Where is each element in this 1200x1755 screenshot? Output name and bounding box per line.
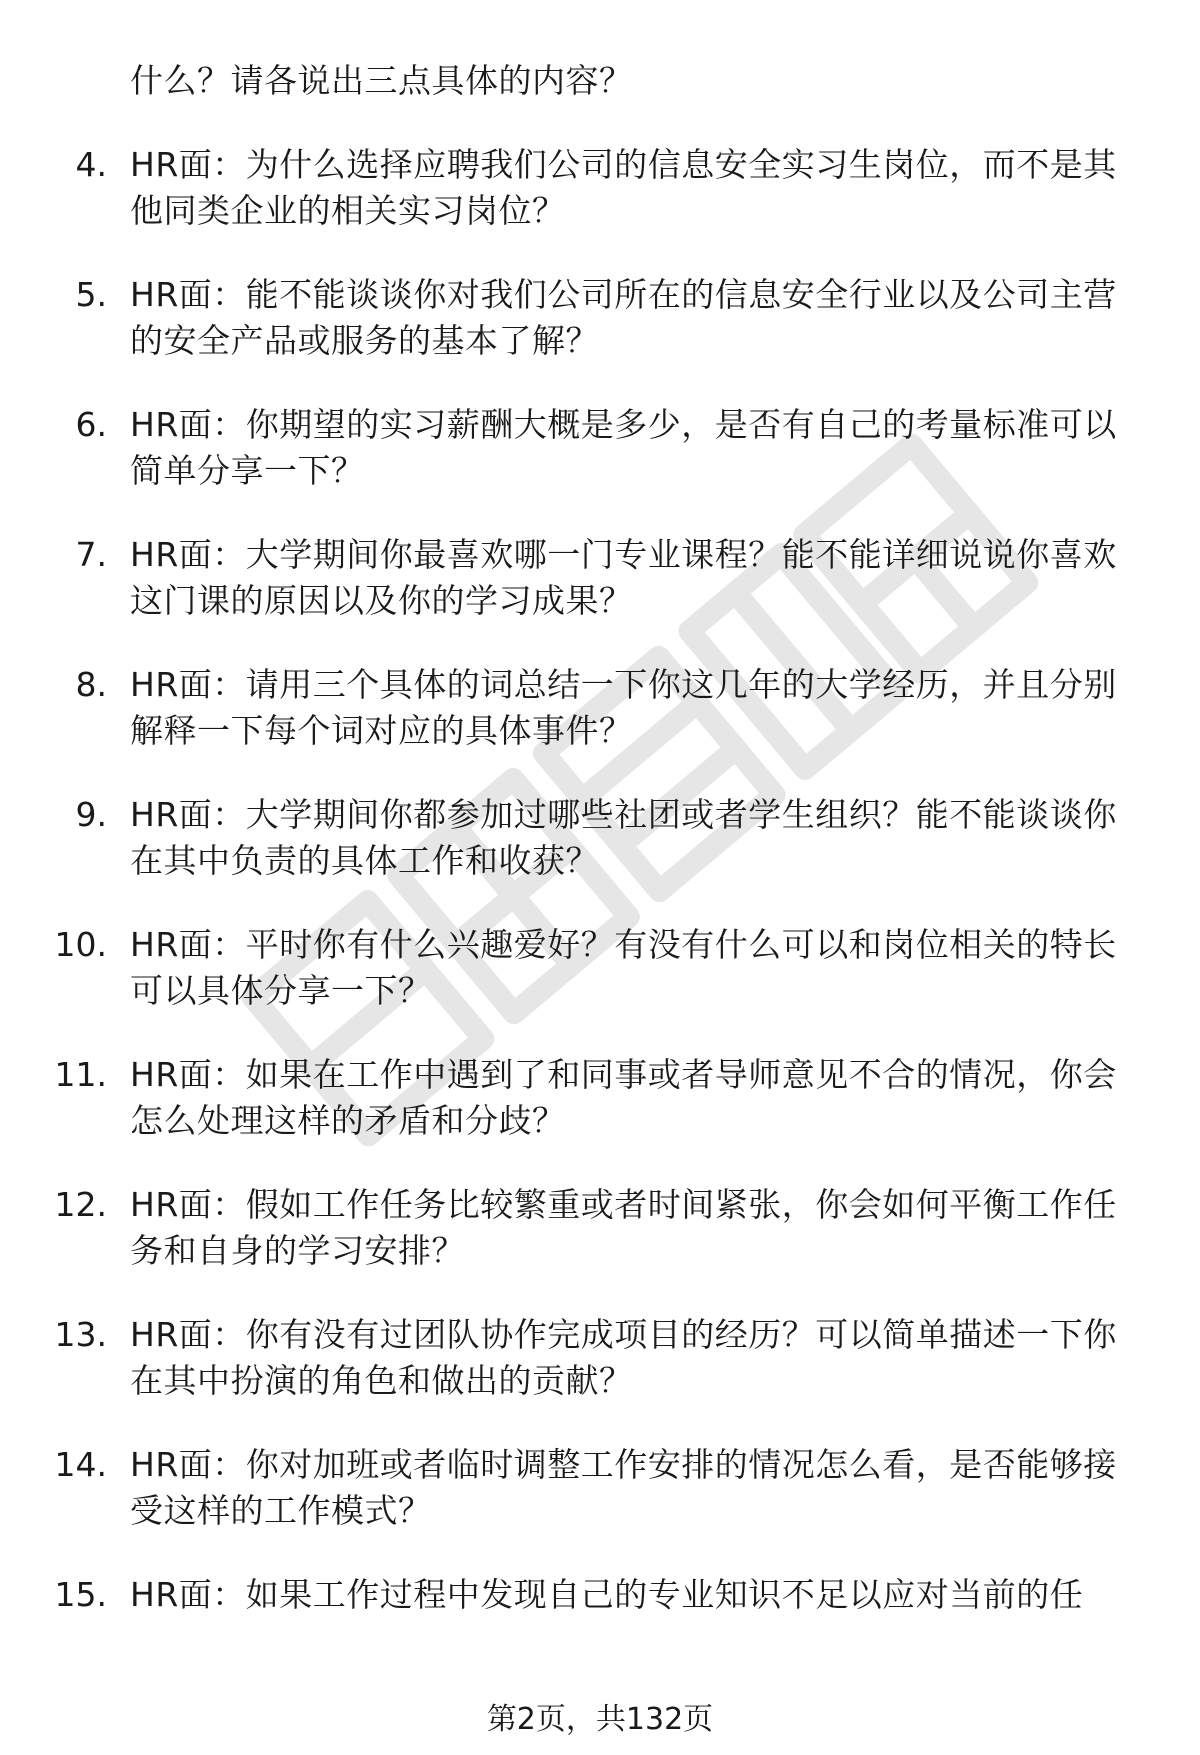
question-text: HR面：如果工作过程中发现自己的专业知识不足以应对当前的任 <box>130 1575 1084 1614</box>
question-number: 7. <box>75 535 107 574</box>
question-text: HR面：为什么选择应聘我们公司的信息安全实习生岗位，而不是其他同类企业的相关实习岗位？ <box>130 145 1117 230</box>
question-item <box>0 1052 1200 1144</box>
question-text: HR面：平时你有什么兴趣爱好？有没有什么可以和岗位相关的特长可以具体分享一下？ <box>130 925 1117 1010</box>
question-item <box>0 142 1200 234</box>
question-number: 11. <box>54 1055 107 1094</box>
question-item <box>0 1572 1200 1656</box>
question-number: 15. <box>54 1575 107 1614</box>
question-item <box>0 1182 1200 1274</box>
document-content <box>0 58 1200 1656</box>
question-item <box>0 1442 1200 1534</box>
question-text: HR面：你对加班或者临时调整工作安排的情况怎么看，是否能够接受这样的工作模式？ <box>130 1445 1117 1530</box>
question-item <box>0 402 1200 494</box>
question-list <box>0 142 1200 1656</box>
question-item <box>0 792 1200 884</box>
question-item <box>0 922 1200 1014</box>
question-item <box>0 272 1200 364</box>
question-number: 14. <box>54 1445 107 1484</box>
continued-question-text: 什么？请各说出三点具体的内容？ <box>130 61 633 100</box>
question-text: HR面：如果在工作中遇到了和同事或者导师意见不合的情况，你会怎么处理这样的矛盾和分歧？ <box>130 1055 1117 1140</box>
page-number-footer: 第2页，共132页 <box>486 1702 714 1737</box>
question-number: 13. <box>54 1315 107 1354</box>
question-number: 5. <box>75 275 107 314</box>
question-number: 9. <box>75 795 107 834</box>
question-text: HR面：大学期间你都参加过哪些社团或者学生组织？能不能谈谈你在其中负责的具体工作和收获？ <box>130 795 1117 880</box>
question-text: HR面：大学期间你最喜欢哪一门专业课程？能不能详细说说你喜欢这门课的原因以及你的学习成果？ <box>130 535 1117 620</box>
question-text: HR面：能不能谈谈你对我们公司所在的信息安全行业以及公司主营的安全产品或服务的基本了解？ <box>130 275 1117 360</box>
question-text: HR面：假如工作任务比较繁重或者时间紧张，你会如何平衡工作任务和自身的学习安排？ <box>130 1185 1117 1270</box>
question-text: HR面：你有没有过团队协作完成项目的经历？可以简单描述一下你在其中扮演的角色和做出的贡献？ <box>130 1315 1117 1400</box>
question-number: 12. <box>54 1185 107 1224</box>
question-item <box>0 532 1200 624</box>
question-item <box>0 662 1200 754</box>
question-number: 8. <box>75 665 107 704</box>
question-item <box>0 1312 1200 1404</box>
question-number: 6. <box>75 405 107 444</box>
question-number: 10. <box>54 925 107 964</box>
question-number: 4. <box>75 145 107 184</box>
question-text: HR面：请用三个具体的词总结一下你这几年的大学经历，并且分别解释一下每个词对应的具体事件？ <box>130 665 1117 750</box>
question-text: HR面：你期望的实习薪酬大概是多少，是否有自己的考量标准可以简单分享一下？ <box>130 405 1117 490</box>
